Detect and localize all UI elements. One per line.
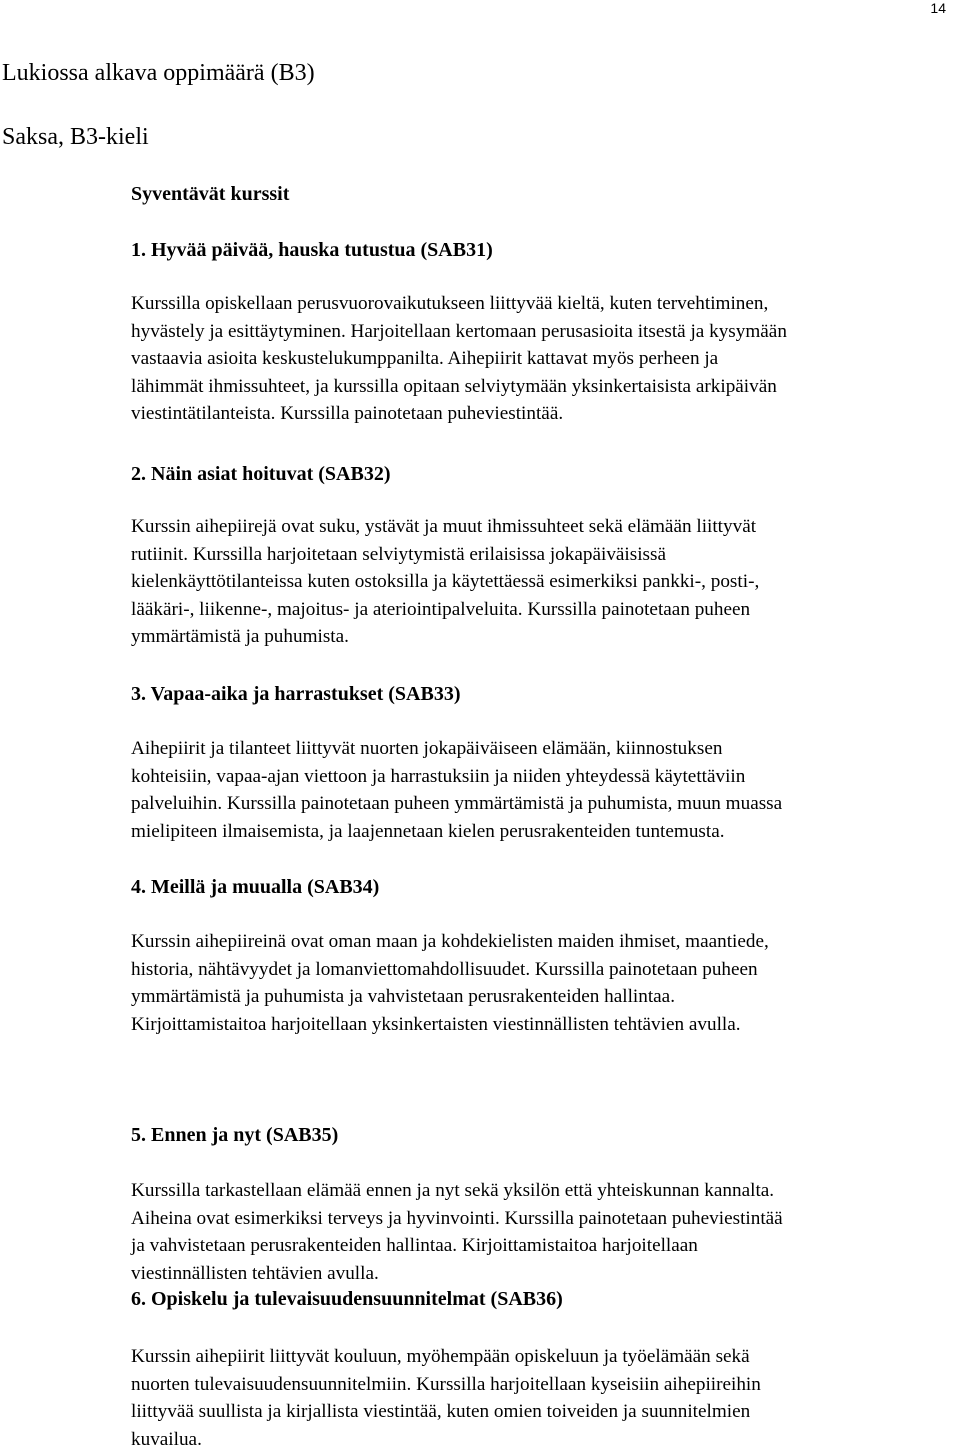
course-description — [131, 1343, 931, 1453]
text-line: Aiheina ovat esimerkiksi terveys ja hyvinvointi. Kurssilla painotetaan puheviestintää — [131, 1207, 783, 1229]
course-title: 2. Näin asiat hoituvat (SAB32) — [131, 463, 391, 485]
section-heading: Syventävät kurssit — [131, 183, 290, 205]
text-line: liittyvää suullista ja kirjallista viestintää, kuten omien toiveiden ja suunnitelmien — [131, 1401, 751, 1423]
text-line: vastaavia asioita keskustelukumppanilta. Aihepiirit kattavat myös perheen ja — [131, 348, 719, 370]
text-line: kielenkäyttötilanteissa kuten ostoksilla ja käytettäessä esimerkiksi pankki-, posti-, — [131, 571, 760, 593]
text-line: Kurssilla tarkastellaan elämää ennen ja nyt sekä yksilön että yhteiskunnan kannalta. — [131, 1180, 775, 1201]
text-line: ymmärtämistä ja puhumista ja vahvistetaan perusrakenteiden hallintaa. — [131, 986, 675, 1008]
course-title: 5. Ennen ja nyt (SAB35) — [131, 1124, 339, 1146]
text-line: viestintätilanteista. Kurssilla painotetaan puheviestintää. — [131, 403, 564, 425]
course-description — [131, 735, 931, 845]
text-line: Kurssilla opiskellaan perusvuorovaikutukseen liittyvää kieltä, kuten tervehtiminen, — [131, 293, 769, 314]
text-line: Kurssin aihepiirit liittyvät kouluun, myöhempään opiskeluun ja työelämään sekä — [131, 1346, 750, 1367]
text-line: Kirjoittamistaitoa harjoitellaan yksinkertaisten viestinnällisten tehtävien avulla. — [131, 1013, 741, 1035]
page-number: 14 — [930, 0, 946, 16]
course-title: 1. Hyvää päivää, hauska tutustua (SAB31) — [131, 239, 493, 261]
course-description — [131, 928, 931, 1038]
course-title: 4. Meillä ja muualla (SAB34) — [131, 876, 380, 898]
text-line: mielipiteen ilmaisemista, ja laajennetaan kielen perusrakenteiden tuntemusta. — [131, 820, 725, 842]
text-line: lähimmät ihmissuhteet, ja kurssilla opitaan selviytymään yksinkertaisista arkipäivän — [131, 375, 777, 397]
text-line: ja vahvistetaan perusrakenteiden hallintaa. Kirjoittamistaitoa harjoitellaan — [131, 1235, 698, 1257]
course-description — [131, 1177, 931, 1287]
text-line: kohteisiin, vapaa-ajan viettoon ja harrastuksiin ja niiden yhteydessä käytettäviin — [131, 765, 746, 787]
text-line: rutiinit. Kurssilla harjoitetaan selviytymistä erilaisissa jokapäiväisissä — [131, 543, 667, 565]
subject-title: Saksa, B3-kieli — [2, 124, 149, 150]
course-title: 3. Vapaa-aika ja harrastukset (SAB33) — [131, 683, 461, 705]
text-line: nuorten tulevaisuudensuunnitelmiin. Kurssilla harjoitellaan kyseisiin aihepiireihin — [131, 1373, 761, 1395]
text-line: viestinnällisten tehtävien avulla. — [131, 1262, 379, 1284]
text-line: hyvästely ja esittäytyminen. Harjoitellaan kertomaan perusasioita itsestä ja kysymään — [131, 320, 787, 342]
text-line: historia, nähtävyydet ja lomanviettomahdollisuudet. Kurssilla painotetaan puheen — [131, 958, 758, 980]
course-title: 6. Opiskelu ja tulevaisuudensuunnitelmat (SAB36) — [131, 1288, 563, 1310]
text-line: Kurssin aihepiireinä ovat oman maan ja kohdekielisten maiden ihmiset, maantiede, — [131, 931, 769, 952]
text-line: Kurssin aihepiirejä ovat suku, ystävät ja muut ihmissuhteet sekä elämään liittyvät — [131, 516, 757, 537]
text-line: lääkäri-, liikenne-, majoitus- ja ateriointipalveluita. Kurssilla painotetaan puheen — [131, 598, 751, 620]
text-line: ymmärtämistä ja puhumista. — [131, 626, 349, 648]
text-line: palveluihin. Kurssilla painotetaan puheen ymmärtämistä ja puhumista, muun muassa — [131, 793, 783, 815]
document-title: Lukiossa alkava oppimäärä (B3) — [2, 60, 315, 86]
text-line: Aihepiirit ja tilanteet liittyvät nuorten jokapäiväiseen elämään, kiinnostuksen — [131, 738, 723, 759]
course-description — [131, 290, 931, 428]
course-description — [131, 513, 931, 651]
text-line: kuvailua. — [131, 1428, 202, 1450]
